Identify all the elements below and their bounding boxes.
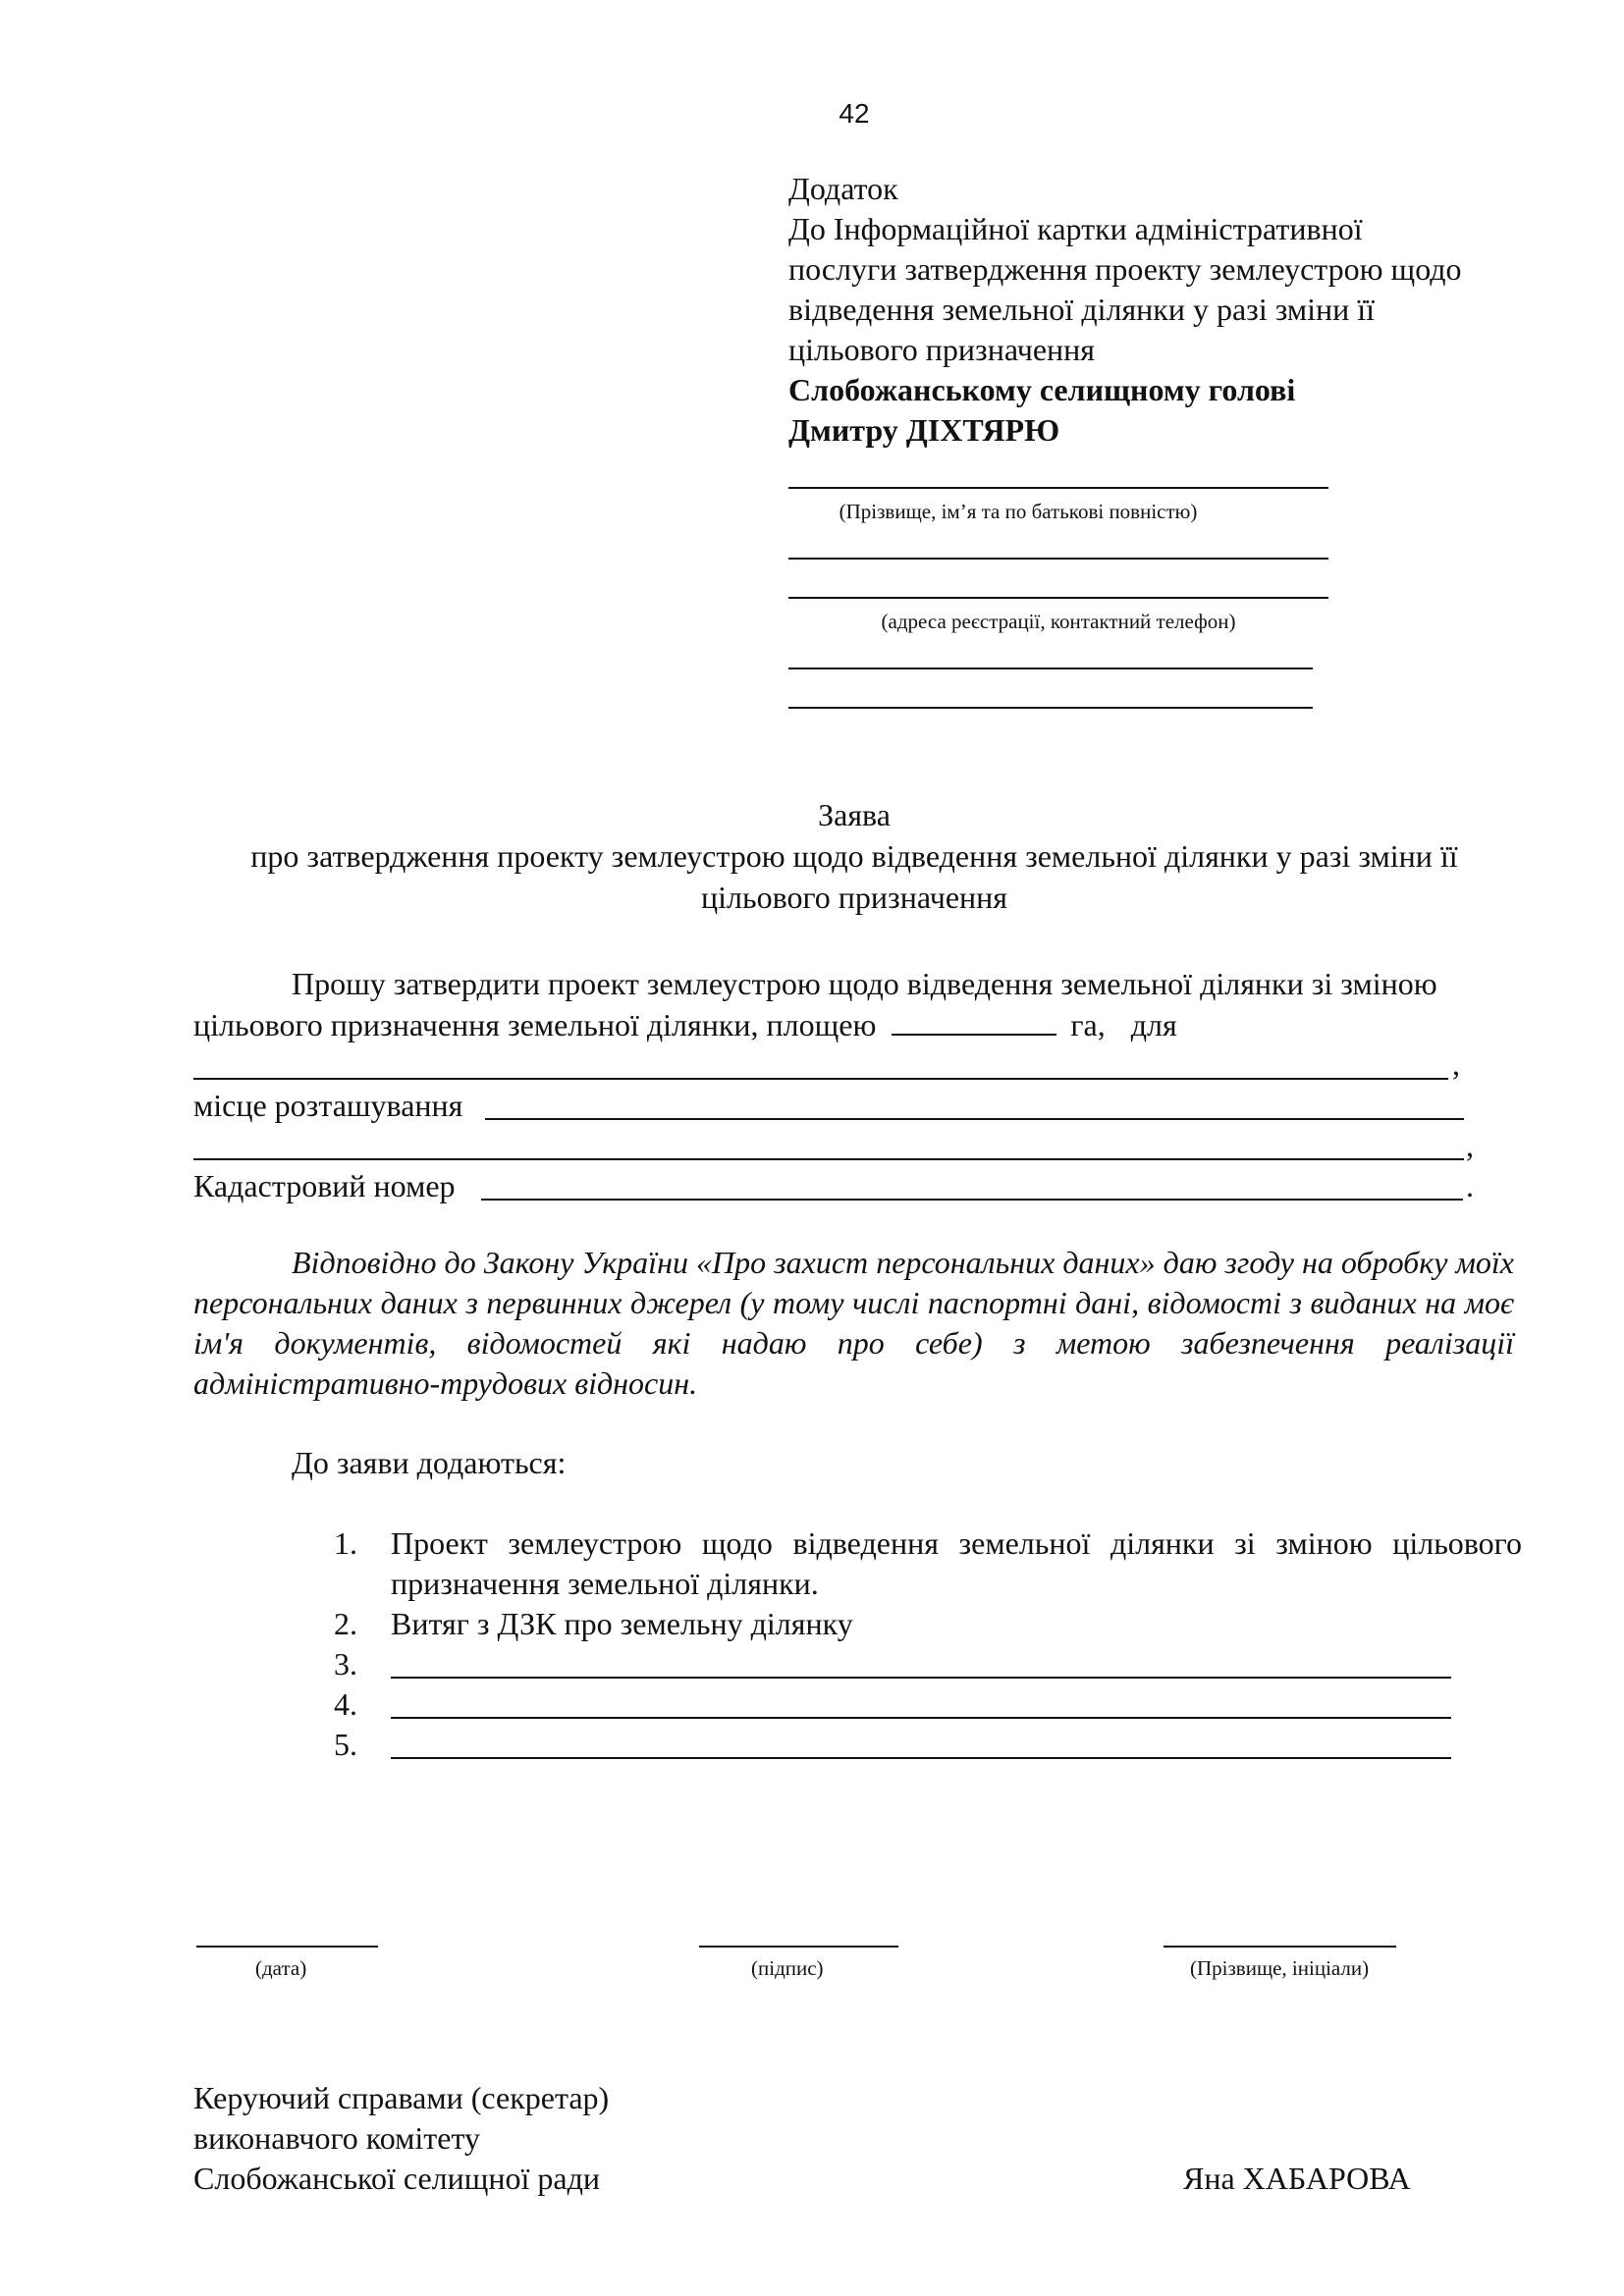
list-item (334, 1523, 1522, 1604)
recipient-title: Слобожанському селищному голові (788, 372, 1296, 407)
appendix-description-line: послуги затвердження проекту землеустрою щодо (788, 251, 1462, 287)
attachment-input-line[interactable] (391, 1717, 1451, 1719)
initials-label: (Прізвище, ініціали) (1190, 1956, 1370, 1980)
area-input-line[interactable] (892, 1004, 1056, 1036)
applicant-contact-line[interactable] (788, 707, 1313, 709)
location-input-line[interactable] (485, 1118, 1464, 1120)
title-word: Заява (818, 797, 891, 832)
date-label: (дата) (255, 1956, 307, 1980)
area-unit: га, (1070, 1007, 1106, 1042)
document-title (187, 794, 1522, 918)
date-line[interactable] (196, 1946, 378, 1948)
list-item (334, 1725, 1522, 1765)
purpose-comma: , (1452, 1046, 1460, 1082)
purpose-input-line[interactable] (193, 1078, 1448, 1080)
location-comma: , (1466, 1128, 1474, 1163)
request-area-label: цільового призначення земельної ділянки, площею (193, 1007, 877, 1042)
purpose-label: для (1130, 1007, 1177, 1042)
secretary-name: Яна ХАБАРОВА (1183, 2161, 1411, 2196)
request-line-1: Прошу затвердити проект землеустрою щодо відведення земельної ділянки зі зміною (292, 966, 1437, 1001)
signature-label: (підпис) (751, 1956, 824, 1980)
appendix-label: Додаток (788, 171, 898, 206)
list-item-number: 3. (334, 1646, 357, 1682)
cadastral-input-line[interactable] (481, 1199, 1463, 1201)
signature-line[interactable] (699, 1946, 898, 1948)
consent-paragraph (193, 1243, 1514, 1404)
location-label: місце розташування (193, 1088, 463, 1123)
appendix-description-line: До Інформаційної картки адміністративної (788, 211, 1363, 246)
cadastral-label: Кадастровий номер (193, 1168, 456, 1203)
attachment-input-line[interactable] (391, 1677, 1451, 1679)
list-item-number: 5. (334, 1727, 357, 1762)
applicant-address-line[interactable] (788, 597, 1328, 599)
applicant-address-line[interactable] (788, 558, 1328, 560)
position-line: Слобожанської селищної ради (193, 2161, 600, 2196)
list-item (334, 1644, 1522, 1684)
applicant-name-hint: (Прізвище, ім’я та по батькові повністю) (839, 500, 1198, 523)
list-item-number: 4. (334, 1686, 357, 1722)
applicant-address-hint: (адреса реєстрації, контактний телефон) (881, 610, 1236, 633)
title-subject-end: цільового призначення (701, 880, 1007, 915)
location-continuation-line[interactable] (193, 1158, 1464, 1160)
attachments-list (334, 1523, 1522, 1765)
initials-line[interactable] (1164, 1946, 1396, 1948)
title-subject: про затвердження проекту землеустрою щодо відведення земельної ділянки у разі зміни її (250, 838, 1458, 874)
attachments-label: До заяви додаються: (292, 1445, 567, 1480)
list-item (334, 1604, 1522, 1644)
consent-text: Відповідно до Закону України «Про захист персональних даних» даю згоду на обробку моїх персональних даних з первинних джерел (у тому числі паспортні дані, відомості з виданих на моє ім'я документів, відомостей які надаю про себе) з метою забезпечення реалізації адміністративно-трудових відносин. (193, 1245, 1514, 1401)
secretary-position (193, 2078, 609, 2199)
appendix-description-line: цільового призначення (788, 332, 1095, 367)
applicant-contact-line[interactable] (788, 667, 1313, 669)
attachment-input-line[interactable] (391, 1757, 1451, 1759)
list-item-text: Проект землеустрою щодо відведення земельної ділянки зі зміною цільового призначення земельної ділянки. (391, 1525, 1522, 1601)
request-line-2 (193, 1004, 1177, 1045)
list-item (334, 1684, 1522, 1725)
recipient-name: Дмитру ДІХТЯРЮ (788, 412, 1060, 448)
list-item-number: 1. (334, 1525, 357, 1561)
position-line: виконавчого комітету (193, 2120, 480, 2156)
cadastral-period: . (1466, 1168, 1474, 1203)
addressee-block (788, 169, 1535, 451)
appendix-description-line: відведення земельної ділянки у разі зміни її (788, 292, 1376, 327)
position-line: Керуючий справами (секретар) (193, 2080, 610, 2115)
applicant-name-line[interactable] (788, 487, 1328, 489)
page-number: 42 (839, 98, 870, 129)
list-item-number: 2. (334, 1606, 357, 1641)
list-item-text: Витяг з ДЗК про земельну ділянку (391, 1606, 853, 1641)
